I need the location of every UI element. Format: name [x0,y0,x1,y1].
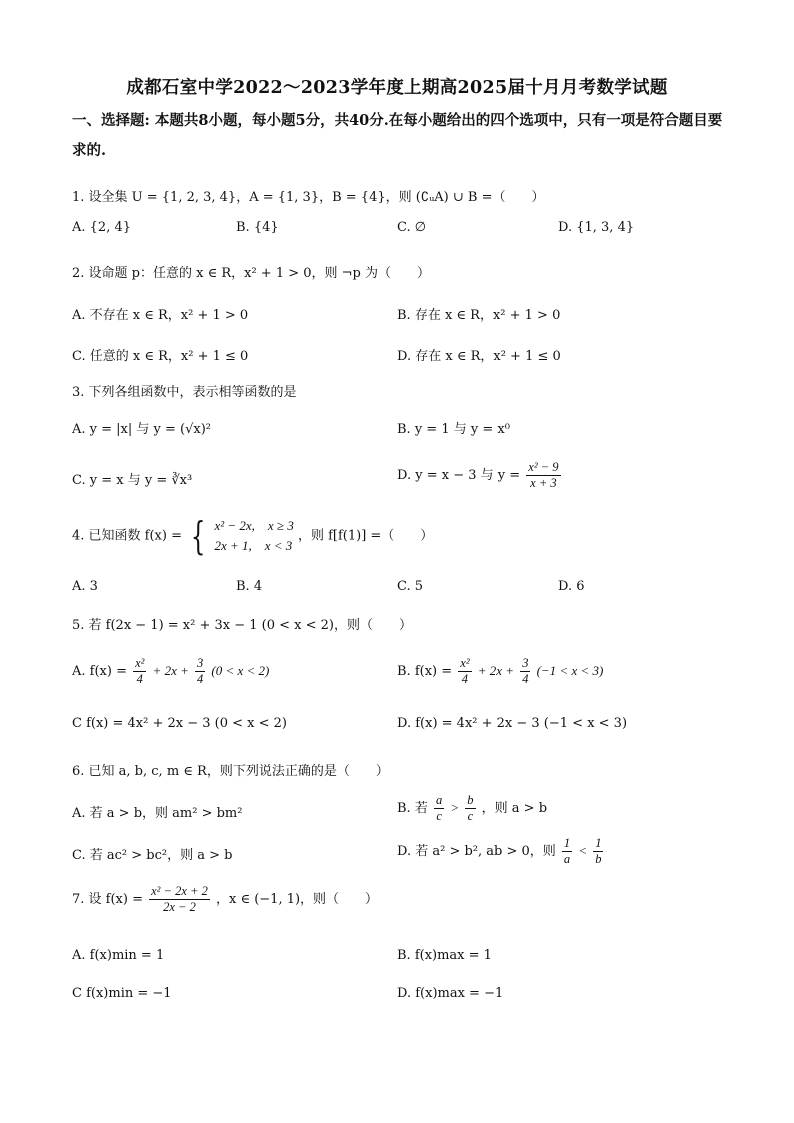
option-c: C f(x)min = −1 [72,986,172,1001]
question-1-stem: 1. 设全集 U = {1, 2, 3, 4}，A = {1, 3}，B = {4}，则 (∁ᵤA) ∪ B =（ ） [72,190,545,205]
option-b: B. f(x)max = 1 [397,948,492,963]
option-a: A. 不存在 x ∈ R，x² + 1 > 0 [72,308,249,323]
option-d [397,460,563,491]
denominator: 4 [522,672,529,686]
domain: (0 < x < 2) [211,663,270,678]
option-a: A. y = |x| 与 y = (√x)² [72,422,211,437]
fraction [434,793,444,824]
option-d-text: D. 若 a² > b², ab > 0，则 [397,844,556,859]
option-a: A. 3 [72,579,98,594]
question-4-prefix: 4. 已知函数 f(x) = [72,528,182,544]
piecewise [186,516,294,556]
option-c: C. 任意的 x ∈ R，x² + 1 ≤ 0 [72,349,249,364]
denominator: c [436,809,442,823]
numerator: b [467,793,474,807]
expression: + 2x + [477,663,515,678]
option-b: B. {4} [236,220,279,235]
option-c: C. 5 [397,579,424,594]
option-a-text: A. f(x) = [72,664,127,679]
expression: + 2x + [152,663,189,678]
domain: (−1 < x < 3) [536,663,604,678]
option-d [397,836,605,867]
fraction [458,656,471,687]
case-2: 2x + 1, x < 3 [214,538,293,553]
numerator: x² [135,656,145,670]
option-d: D. f(x) = 4x² + 2x − 3 (−1 < x < 3) [397,716,628,731]
option-d: D. {1, 3, 4} [558,220,635,235]
question-6-stem: 6. 已知 a, b, c, m ∈ R，则下列说法正确的是（ ） [72,764,389,779]
fraction [465,793,475,824]
section-heading: 一、选择题: 本题共8小题，每小题5分，共40分.在每小题给出的四个选项中，只有一项是符合题目要求的. [72,112,723,159]
less-than: < [578,843,588,858]
numerator: 1 [595,836,602,850]
option-b: B. 4 [236,579,263,594]
option-a: A. {2, 4} [72,220,132,235]
option-c: C. ∅ [397,220,427,235]
question-5-stem: 5. 若 f(2x − 1) = x² + 3x − 1 (0 < x < 2)，则（ ） [72,618,413,633]
fraction [520,656,530,687]
numerator: 3 [522,656,529,670]
question-2-stem: 2. 设命题 p：任意的 x ∈ R，x² + 1 > 0，则 ¬p 为（ ） [72,266,431,281]
question-4-suffix: ，则 f[f(1)] =（ ） [297,528,434,544]
numerator: 3 [197,656,204,670]
denominator: 2x − 2 [163,900,196,914]
numerator: a [435,793,443,807]
fraction [195,656,205,687]
option-d: D. 6 [558,579,585,594]
denominator: a [563,852,571,866]
question-7-suffix: ，x ∈ (−1, 1)，则（ ） [215,892,379,907]
numerator: x² − 9 [528,460,559,474]
denominator: x + 3 [530,476,557,490]
option-d: D. f(x)max = −1 [397,986,504,1001]
fraction [526,460,560,491]
fraction [149,884,210,915]
case-1: x² − 2x, x ≥ 3 [214,518,294,533]
question-3-stem: 3. 下列各组函数中，表示相等函数的是 [72,385,297,400]
option-a: A. 若 a > b，则 am² > bm² [72,806,243,821]
option-d: D. 存在 x ∈ R，x² + 1 ≤ 0 [397,349,561,364]
question-7-prefix: 7. 设 f(x) = [72,892,143,907]
option-c: C. 若 ac² > bc²，则 a > b [72,848,233,863]
greater-than: > [450,800,460,815]
option-b [397,793,547,824]
question-7-stem [72,884,732,915]
option-b-text: B. f(x) = [397,664,453,679]
denominator: 4 [461,672,469,686]
question-4-stem [72,516,732,556]
option-b-text: B. 若 [397,801,428,816]
fraction [562,836,572,867]
option-b [397,656,603,687]
fraction [133,656,146,687]
option-b: B. y = 1 与 y = x⁰ [397,422,510,437]
left-brace: { [190,514,206,558]
page-title: 成都石室中学2022～2023学年度上期高2025届十月月考数学试题 [126,78,668,98]
denominator: c [467,809,474,823]
option-c: C. y = x 与 y = ∛x³ [72,473,193,488]
option-d-text: D. y = x − 3 与 y = [397,468,521,483]
numerator: 1 [563,836,571,850]
option-a: A. f(x)min = 1 [72,948,165,963]
option-b: B. 存在 x ∈ R，x² + 1 > 0 [397,308,561,323]
numerator: x² [460,656,470,670]
denominator: 4 [136,672,143,686]
denominator: 4 [197,672,204,686]
option-c: C f(x) = 4x² + 2x − 3 (0 < x < 2) [72,716,287,731]
option-a [72,656,269,687]
numerator: x² − 2x + 2 [151,884,208,898]
fraction [593,836,603,867]
piecewise-cases [214,516,293,556]
denominator: b [595,852,602,866]
option-b-tail: ，则 a > b [481,801,548,816]
